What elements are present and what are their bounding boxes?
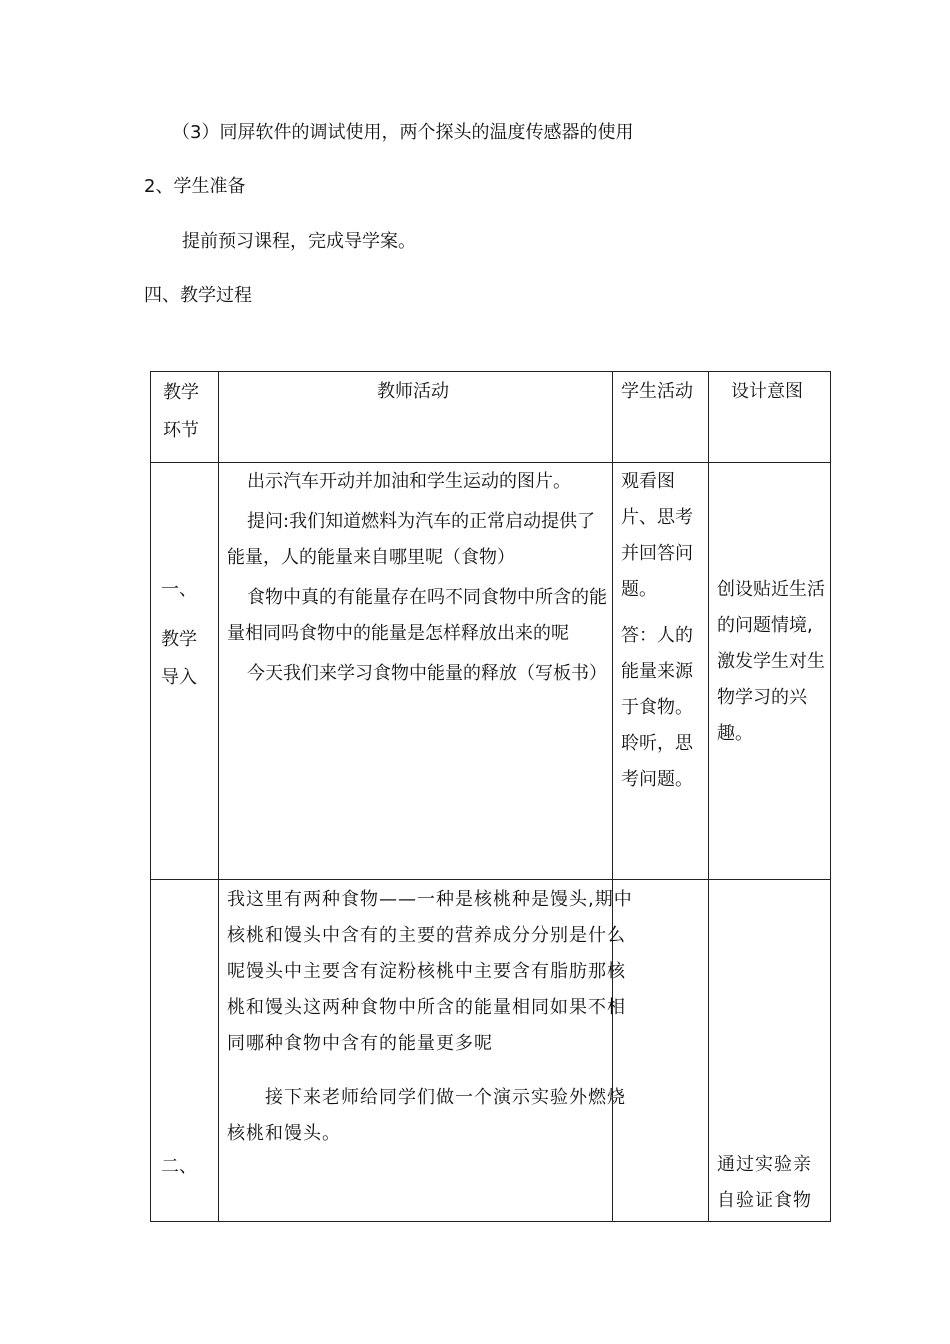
- row1-design-intent: 创设贴近生活的问题情境,激发学生对生物学习的兴趣。: [717, 579, 825, 744]
- preface-line-preview: 提前预习课程，完成导学案。: [182, 231, 416, 252]
- teacher-paragraph: 出示汽车开动并加油和学生运动的图片。: [247, 471, 571, 492]
- section-heading-teaching-process: 四、教学过程: [144, 285, 252, 306]
- row1-student-activity: [621, 464, 705, 798]
- row2-design-intent: 通过实验亲自验证食物: [717, 1154, 812, 1211]
- table-divider: [708, 372, 709, 1221]
- teacher-paragraph: 食物中真的有能量存在吗不同食物中所含的能量相同吗食物中的能量是怎样释放出来的呢: [227, 587, 607, 644]
- teacher-paragraph: 今天我们来学习食物中能量的释放（写板书）: [247, 663, 607, 684]
- row2-teacher-activity: [227, 880, 639, 1152]
- lesson-process-table: [150, 371, 831, 1222]
- preface-heading-student-prep: 2、学生准备: [144, 176, 246, 197]
- student-paragraph: 答：人的能量来源于食物。聆听，思考问题。: [621, 625, 693, 790]
- row1-stage-label: 教学: [161, 629, 197, 650]
- row1-stage-label: 导入: [161, 667, 197, 688]
- header-design-intent: 设计意图: [731, 381, 803, 402]
- row2-stage-number: 二、: [161, 1156, 197, 1177]
- student-paragraph: 观看图片、思考并回答问题。: [621, 471, 693, 600]
- teacher-paragraph: 接下来老师给同学们做一个演示实验外燃烧核桃和馒头。: [227, 1087, 626, 1144]
- header-teacher-activity: 教师活动: [377, 381, 449, 402]
- preface-line-software: （3）同屏软件的调试使用，两个探头的温度传感器的使用: [172, 122, 634, 143]
- row1-stage-number: 一、: [161, 579, 197, 600]
- row1-teacher-activity: [227, 462, 607, 692]
- teacher-paragraph: 提问:我们知道燃料为汽车的正常启动提供了能量，人的能量来自哪里呢（食物）: [227, 511, 596, 568]
- table-divider: [218, 372, 219, 1221]
- header-student-activity: 学生活动: [621, 381, 693, 402]
- header-stage: 教学环节: [163, 382, 199, 441]
- teacher-paragraph: 我这里有两种食物——一种是核桃种是馒头,期中核桃和馒头中含有的主要的营养成分分别是什么呢馒头中主要含有淀粉核桃中主要含有脂肪那核桃和馒头这两种食物中所含的能量相同如果不相同哪种食物中含有的能量更多呢: [227, 889, 633, 1054]
